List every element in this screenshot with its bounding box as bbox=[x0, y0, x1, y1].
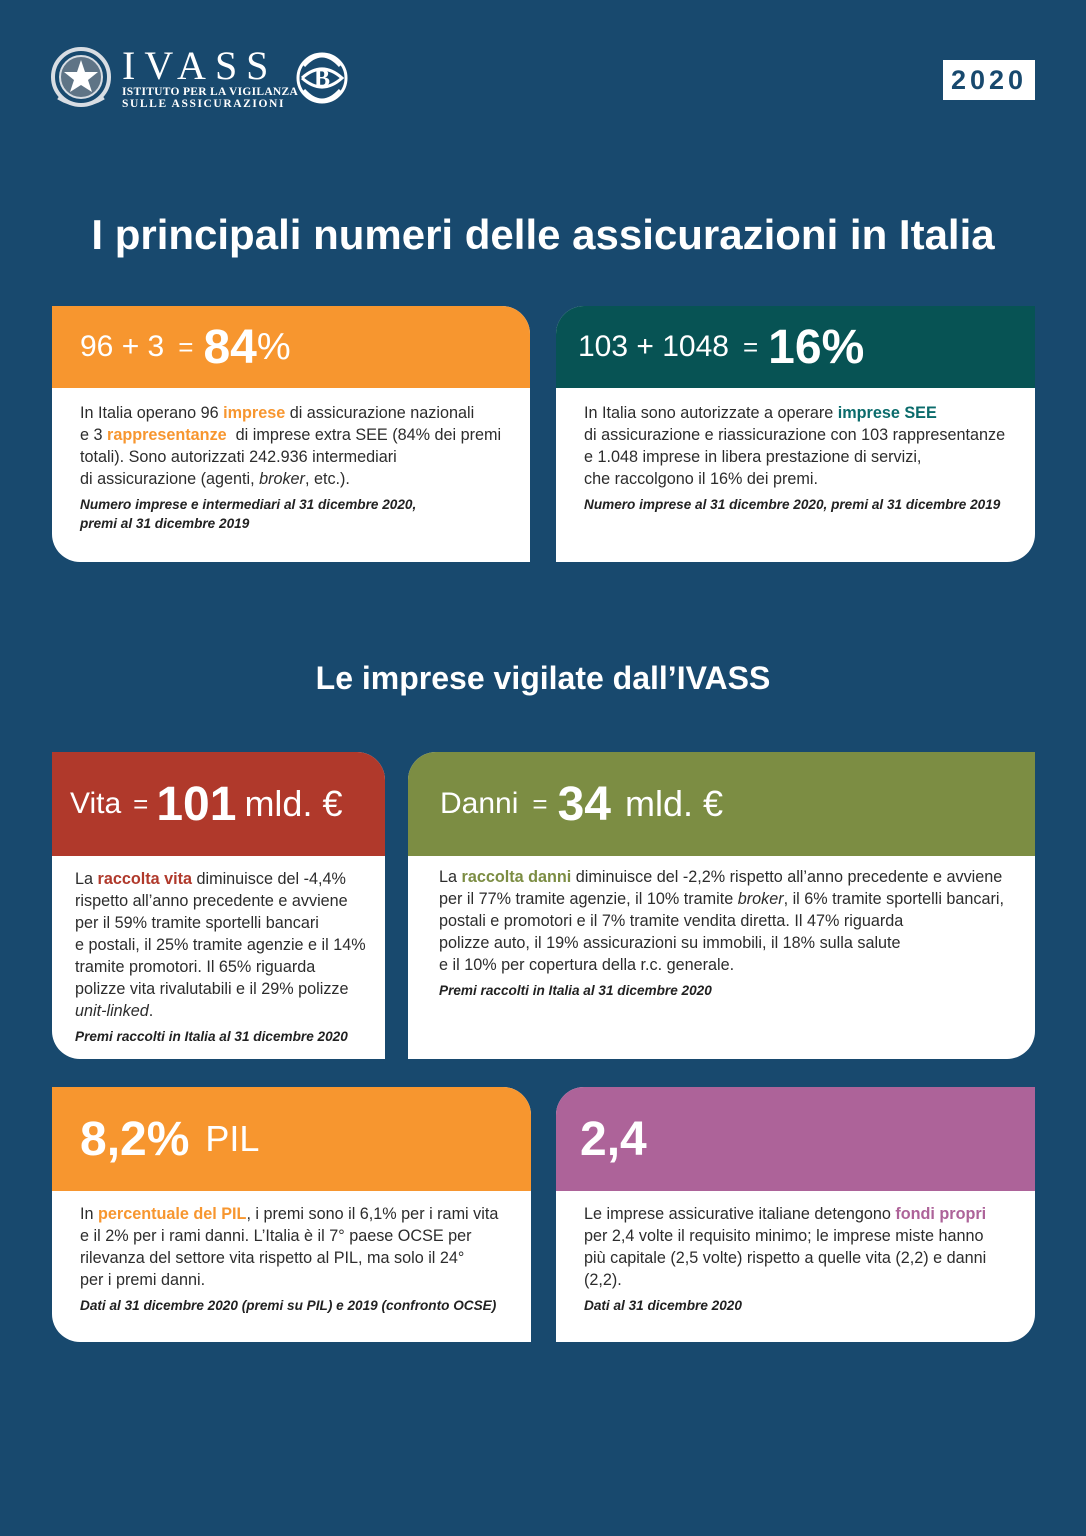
logo-name: IVASS bbox=[122, 43, 278, 88]
text: più capitale (2,5 volte) rispetto a quelle vita (2,2) e danni bbox=[584, 1249, 987, 1267]
card-header bbox=[52, 306, 530, 388]
formula: 96 + 3 bbox=[80, 330, 165, 363]
card-header bbox=[556, 306, 1035, 388]
headline-value: 34 bbox=[557, 777, 611, 831]
text: per il 59% tramite sportelli bancari bbox=[75, 914, 319, 932]
source-note: Numero imprese e intermediari al 31 dicembre 2020, bbox=[80, 497, 417, 512]
text: diminuisce del -4,4% bbox=[192, 870, 346, 888]
italian-emblem-icon bbox=[50, 46, 112, 110]
headline-value: 2,4 bbox=[580, 1112, 647, 1166]
headline-value: 16% bbox=[768, 320, 865, 374]
source-note: premi al 31 dicembre 2019 bbox=[80, 516, 250, 531]
card-pil bbox=[52, 1087, 531, 1342]
text: totali). Sono autorizzati 242.936 intermediari bbox=[80, 448, 397, 466]
card-header bbox=[556, 1087, 1035, 1191]
text: polizze auto, il 19% assicurazioni su immobili, il 18% sulla salute bbox=[439, 934, 901, 952]
text: broker bbox=[259, 470, 305, 488]
text: di assicurazione (agenti, bbox=[80, 470, 260, 488]
headline-unit: % bbox=[256, 325, 291, 368]
text: , etc.). bbox=[304, 470, 350, 488]
text: Le imprese assicurative italiane detengono bbox=[584, 1205, 896, 1223]
headline-unit: mld. € bbox=[624, 783, 724, 824]
text: . bbox=[148, 1002, 154, 1020]
logo-text bbox=[122, 43, 299, 110]
card-vita bbox=[52, 752, 385, 1059]
text: per i premi danni. bbox=[80, 1271, 206, 1289]
card-body bbox=[52, 1191, 531, 1315]
formula: 103 + 1048 bbox=[578, 330, 729, 363]
source-note: Dati al 31 dicembre 2020 (premi su PIL) e 2019 (confronto OCSE) bbox=[80, 1298, 497, 1313]
text: rispetto all’anno precedente e avviene bbox=[75, 892, 348, 910]
year-badge: 2020 bbox=[943, 60, 1035, 100]
source-note: Premi raccolti in Italia al 31 dicembre 2020 bbox=[75, 1029, 348, 1044]
text: per il 77% tramite agenzie, il 10% tramite bbox=[439, 890, 738, 908]
text: diminuisce del -2,2% rispetto all’anno precedente e avviene bbox=[571, 868, 1003, 886]
card-header bbox=[408, 752, 1035, 856]
headline-unit: PIL bbox=[205, 1118, 260, 1159]
headline-value: 101 bbox=[156, 777, 237, 831]
text: e postali, il 25% tramite agenzie e il 14% bbox=[75, 936, 366, 954]
svg-text:B: B bbox=[313, 66, 331, 92]
equals-sign: = bbox=[133, 788, 149, 819]
text: e il 2% per i rami danni. L’Italia è il 7° paese OCSE per bbox=[80, 1227, 472, 1245]
card-header bbox=[52, 1087, 531, 1191]
text: In bbox=[80, 1205, 98, 1223]
text: unit-linked bbox=[75, 1002, 149, 1020]
card-header bbox=[52, 752, 385, 856]
highlight-raccolta-danni: raccolta danni bbox=[461, 868, 572, 886]
equals-sign: = bbox=[532, 788, 548, 819]
ivass-logo bbox=[50, 43, 350, 112]
card-danni bbox=[408, 752, 1035, 1059]
headline-value: 84 bbox=[203, 320, 257, 374]
text: e il 10% per copertura della r.c. generale. bbox=[439, 956, 735, 974]
card-body bbox=[52, 856, 385, 1046]
page-title: I principali numeri delle assicurazioni in Italia bbox=[91, 211, 995, 258]
highlight-imprese-see: imprese SEE bbox=[837, 404, 937, 422]
text: che raccolgono il 16% dei premi. bbox=[584, 470, 818, 488]
card-body bbox=[556, 388, 1035, 514]
bank-monogram-icon bbox=[294, 46, 350, 110]
card-body bbox=[556, 1191, 1035, 1315]
text: broker bbox=[737, 890, 784, 908]
highlight-rappresentanze: rappresentanze bbox=[107, 426, 227, 444]
text: La bbox=[439, 868, 462, 886]
text: per 2,4 volte il requisito minimo; le imprese miste hanno bbox=[584, 1227, 984, 1245]
headline-value: 8,2% bbox=[80, 1112, 190, 1166]
text: (2,2). bbox=[584, 1271, 622, 1289]
text: In Italia operano 96 bbox=[80, 404, 224, 422]
category-label: Danni bbox=[440, 787, 519, 820]
category-label: Vita bbox=[70, 787, 122, 820]
section-title: Le imprese vigilate dall’IVASS bbox=[315, 660, 771, 696]
logo-subtitle-2: SULLE ASSICURAZIONI bbox=[122, 98, 286, 110]
text: di assicurazione nazionali bbox=[285, 404, 475, 422]
source-note: Premi raccolti in Italia al 31 dicembre 2020 bbox=[439, 983, 712, 998]
text: rilevanza del settore vita rispetto al PIL, ma solo il 24° bbox=[80, 1249, 465, 1267]
text: di assicurazione e riassicurazione con 103 rappresentanze bbox=[584, 426, 1006, 444]
highlight-raccolta-vita: raccolta vita bbox=[97, 870, 192, 888]
text: e 3 bbox=[80, 426, 108, 444]
source-note: Numero imprese al 31 dicembre 2020, premi al 31 dicembre 2019 bbox=[584, 497, 1001, 512]
highlight-percentuale-pil: percentuale del PIL bbox=[98, 1205, 247, 1223]
logo-subtitle-1: ISTITUTO PER LA VIGILANZA bbox=[122, 86, 299, 98]
text: La bbox=[75, 870, 98, 888]
text: di imprese extra SEE (84% dei premi bbox=[226, 426, 502, 444]
card-national-companies bbox=[52, 306, 530, 562]
card-fondi-propri bbox=[556, 1087, 1035, 1342]
text: , il 6% tramite sportelli bancari, bbox=[783, 890, 1005, 908]
text: polizze vita rivalutabili e il 29% polizze bbox=[75, 980, 349, 998]
headline-unit: mld. € bbox=[244, 783, 343, 824]
text: , i premi sono il 6,1% per i rami vita bbox=[246, 1205, 499, 1223]
equals-sign: = bbox=[742, 331, 759, 362]
text: e 1.048 imprese in libera prestazione di servizi, bbox=[584, 448, 922, 466]
equals-sign: = bbox=[178, 331, 194, 362]
card-body bbox=[52, 388, 530, 533]
text: postali e promotori e il 7% tramite vendita diretta. Il 47% riguarda bbox=[439, 912, 904, 930]
card-see-companies bbox=[556, 306, 1035, 562]
text: tramite promotori. Il 65% riguarda bbox=[75, 958, 316, 976]
source-note: Dati al 31 dicembre 2020 bbox=[584, 1298, 742, 1313]
highlight-imprese: imprese bbox=[223, 404, 286, 422]
text: In Italia sono autorizzate a operare bbox=[584, 404, 838, 422]
card-body bbox=[408, 856, 1035, 1000]
highlight-fondi-propri: fondi propri bbox=[895, 1205, 987, 1223]
